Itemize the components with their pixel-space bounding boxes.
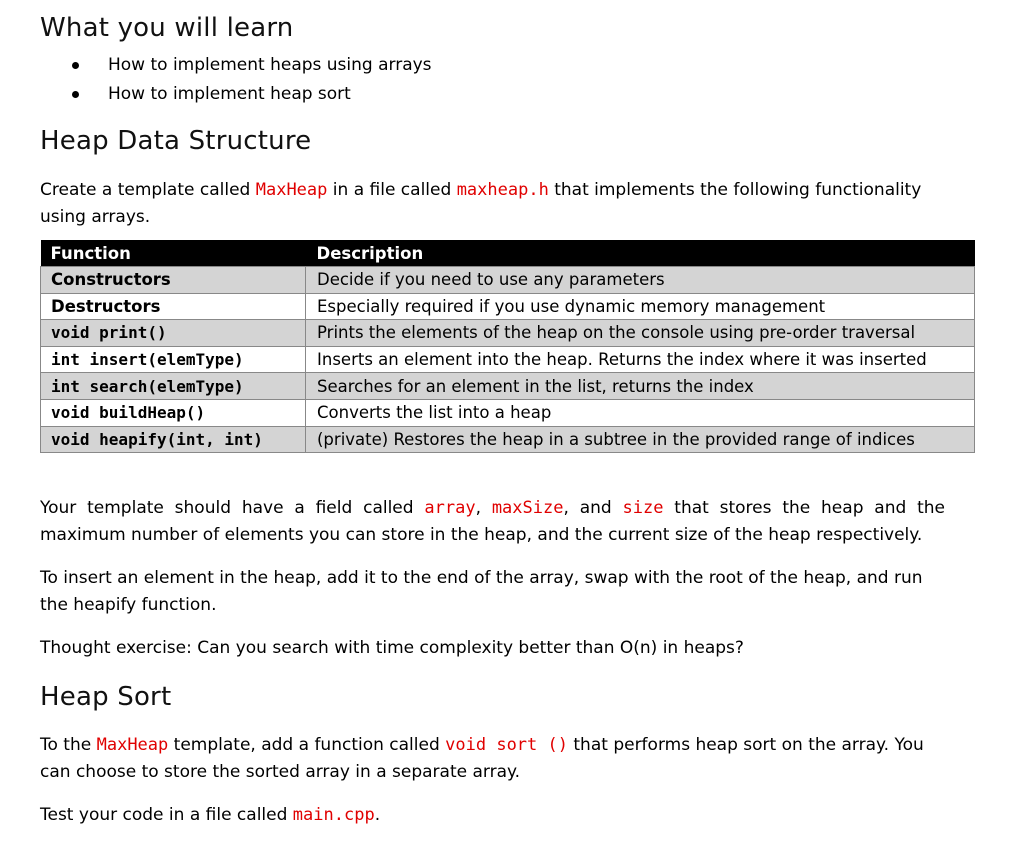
- description-cell: Decide if you need to use any parameters: [306, 267, 975, 294]
- sort-text: To the: [40, 735, 97, 755]
- table-row: [41, 346, 975, 373]
- description-cell: Converts the list into a heap: [306, 399, 975, 426]
- field-maxsize-code: maxSize: [491, 498, 564, 518]
- table-row: [41, 373, 975, 400]
- test-paragraph: [40, 802, 945, 829]
- sort-function-code: void sort (): [445, 735, 568, 755]
- bullet-text: How to implement heaps using arrays: [108, 55, 432, 75]
- field-size-code: size: [622, 498, 664, 518]
- thought-exercise-paragraph: Thought exercise: Can you search with time complexity better than O(n) in heaps?: [40, 638, 744, 658]
- table-header-description: Description: [306, 240, 975, 267]
- function-cell: void print(): [41, 320, 306, 347]
- function-cell: Destructors: [41, 293, 306, 320]
- intro-text: in a file called: [327, 180, 457, 200]
- table-row: [41, 399, 975, 426]
- function-cell: int search(elemType): [41, 373, 306, 400]
- table-row: [41, 267, 975, 294]
- heap-intro-paragraph: [40, 177, 945, 231]
- heap-sort-heading: Heap Sort: [40, 682, 172, 712]
- main-file-code: main.cpp: [292, 805, 375, 825]
- fields-text: that stores the heap and the maximum number of elements you can store in the heap, and the current size of the heap respectively.: [40, 498, 946, 545]
- function-cell: int insert(elemType): [41, 346, 306, 373]
- list-item: [70, 52, 432, 81]
- sort-text: that performs heap sort on the array. You can choose to store the sorted array in a separate array.: [40, 735, 924, 782]
- sort-text: template, add a function called: [168, 735, 446, 755]
- list-item: [70, 81, 432, 110]
- table-row: [41, 426, 975, 453]
- description-cell: Especially required if you use dynamic memory management: [306, 293, 975, 320]
- function-table: [40, 240, 975, 453]
- test-text: .: [374, 805, 381, 825]
- bullet-icon: [72, 91, 79, 98]
- table-row: [41, 320, 975, 347]
- table-header-row: [41, 240, 975, 267]
- template-name-code: MaxHeap: [255, 180, 328, 200]
- function-cell: void buildHeap(): [41, 399, 306, 426]
- template-name-code: MaxHeap: [96, 735, 169, 755]
- fields-text: ,: [475, 498, 492, 518]
- test-text: Test your code in a file called: [40, 805, 293, 825]
- function-cell: void heapify(int, int): [41, 426, 306, 453]
- function-cell: Constructors: [41, 267, 306, 294]
- description-cell: Prints the elements of the heap on the console using pre-order traversal: [306, 320, 975, 347]
- fields-paragraph: [40, 495, 945, 549]
- fields-text: Your template should have a field called: [40, 498, 425, 518]
- intro-text: that implements the following functionality using arrays.: [40, 180, 922, 227]
- learn-heading: What you will learn: [40, 13, 294, 43]
- table-header-function: Function: [41, 240, 306, 267]
- description-cell: (private) Restores the heap in a subtree in the provided range of indices: [306, 426, 975, 453]
- learn-bullet-list: [70, 52, 432, 110]
- field-array-code: array: [424, 498, 476, 518]
- bullet-icon: [72, 62, 79, 69]
- heap-data-structure-heading: Heap Data Structure: [40, 126, 312, 156]
- fields-text: , and: [563, 498, 623, 518]
- description-cell: Searches for an element in the list, returns the index: [306, 373, 975, 400]
- table-row: [41, 293, 975, 320]
- heap-sort-paragraph: [40, 732, 945, 786]
- intro-text: Create a template called: [40, 180, 256, 200]
- insert-paragraph: To insert an element in the heap, add it to the end of the array, swap with the root of the heap, and run the heapify function.: [40, 568, 923, 615]
- file-name-code: maxheap.h: [456, 180, 549, 200]
- bullet-text: How to implement heap sort: [108, 84, 351, 104]
- description-cell: Inserts an element into the heap. Returns the index where it was inserted: [306, 346, 975, 373]
